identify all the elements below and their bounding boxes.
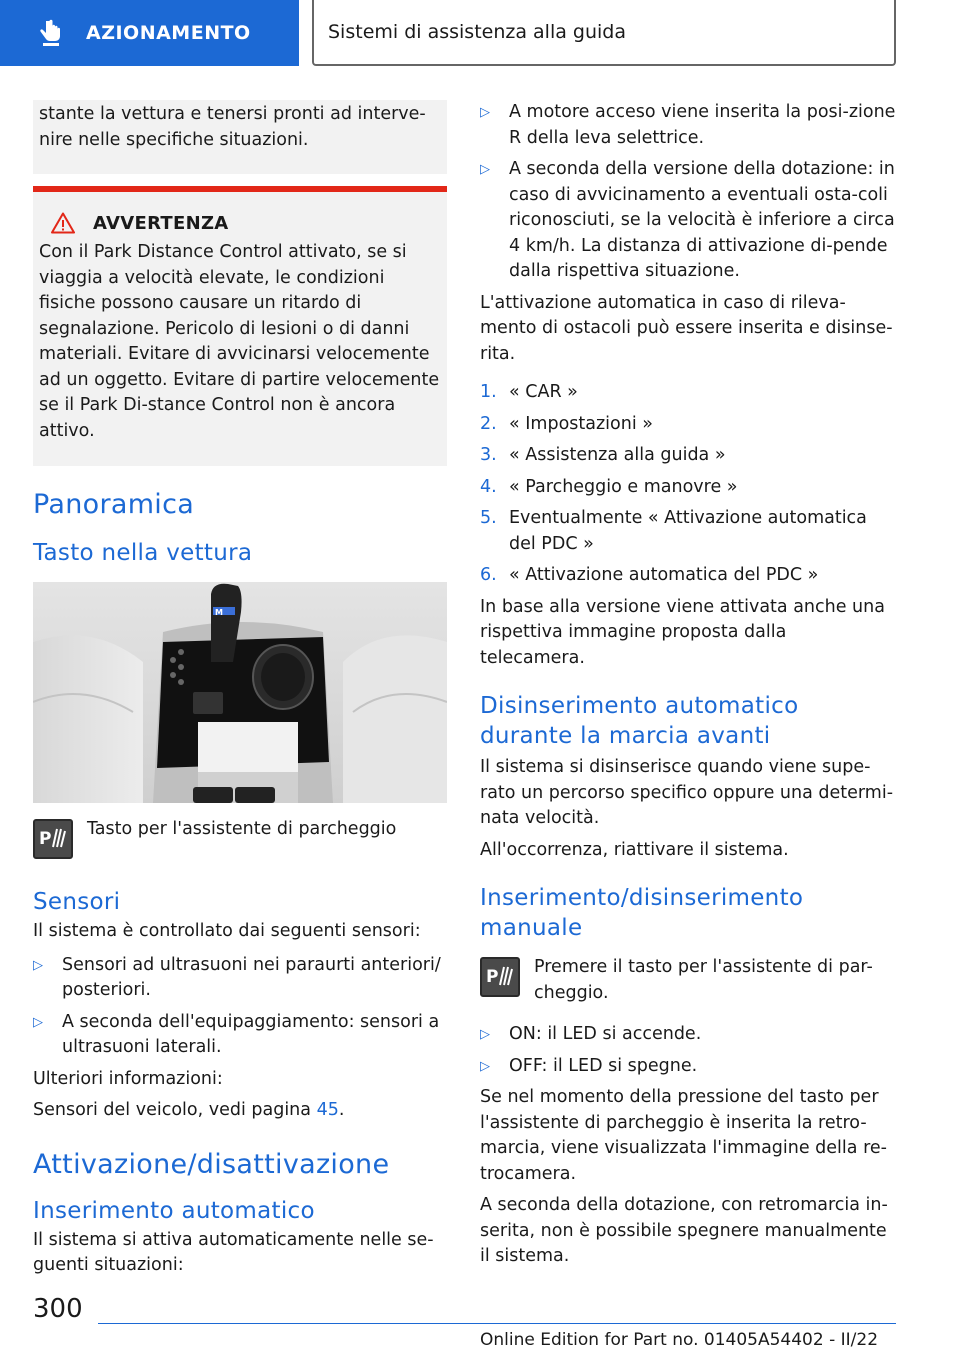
footer-rule — [98, 1323, 896, 1324]
list-item: 3. « Assistenza alla guida » — [480, 445, 726, 465]
menu-path-steps — [480, 380, 896, 589]
list-item: ▷ Sensori ad ultrasuoni nei paraurti anteriori/ posteriori. — [33, 954, 441, 1000]
heading-tasto: Tasto nella vettura — [33, 540, 253, 566]
triangle-bullet-icon: ▷ — [480, 162, 490, 177]
park-assist-key-icon — [480, 957, 520, 997]
park-assist-key-caption: Tasto per l'assistente di parcheggio — [87, 819, 397, 839]
triangle-bullet-icon: ▷ — [480, 105, 490, 120]
warning-text: Con il Park Distance Control attivato, se si viaggia a velocità elevate, le condizioni fisiche possono causare un ritardo di segnalazione. Pericolo di lesioni o di danni materiali. Evitare di avvicinarsi velocemente ad un oggetto. Evitare di partire velocemente se il Park Di-stance Control non è ancora attivo. — [39, 242, 440, 441]
heading-sensori: Sensori — [33, 889, 121, 915]
triangle-bullet-icon: ▷ — [480, 1027, 490, 1042]
disinserimento-text: Il sistema si disinserisce quando viene supe-rato un percorso specifico oppure una determi-nata velocità. — [480, 757, 894, 828]
sensori-intro: Il sistema è controllato dai seguenti sensori: — [33, 921, 421, 941]
heading-panoramica: Panoramica — [33, 489, 195, 520]
list-item: ▷ A motore acceso viene inserita la posi-zione R della leva selettrice. — [480, 102, 896, 148]
svg-text:P: P — [39, 829, 52, 849]
warning-header — [39, 208, 441, 238]
triangle-bullet-icon: ▷ — [33, 957, 43, 973]
edition-text: Online Edition for Part no. 01405A54402 - II/22 — [480, 1330, 879, 1350]
sensor-reference: Sensori del veicolo, vedi pagina 45. — [33, 1100, 345, 1120]
continued-box — [33, 100, 447, 174]
dotazione-text: A seconda della dotazione, con retromarcia in-serita, non è possibile spegnere manualmente il sistema. — [480, 1195, 888, 1266]
auto-activation-text: Il sistema si attiva automaticamente nelle se-guenti situazioni: — [33, 1229, 434, 1275]
auto-activation-list — [480, 100, 896, 285]
riattivare-text: All'occorrenza, riattivare il sistema. — [480, 839, 789, 860]
heading-manuale: Inserimento/disinserimento manuale — [480, 885, 804, 941]
list-item: 5. Eventualmente « Attivazione automatica del PDC » — [480, 508, 867, 554]
steering-hand-icon — [36, 19, 64, 47]
pdc-key-caption-row — [33, 819, 447, 859]
more-info-label: Ulteriori informazioni: — [33, 1068, 223, 1089]
heading-inserimento-automatico: Inserimento automatico — [33, 1197, 315, 1224]
warning-box — [33, 192, 447, 466]
triangle-bullet-icon: ▷ — [33, 1014, 43, 1030]
list-item: ▷ A seconda dell'equipaggiamento: sensori a ultrasuoni laterali. — [33, 1011, 440, 1057]
list-item: 4. « Parcheggio e manovre » — [480, 476, 738, 497]
page-number: 300 — [33, 1294, 83, 1324]
chapter-title: Sistemi di assistenza alla guida — [328, 21, 627, 43]
right-column — [480, 100, 896, 1270]
chapter-header — [312, 0, 896, 66]
svg-text:M: M — [215, 608, 223, 617]
heading-attivazione: Attivazione/disattivazione — [33, 1148, 390, 1180]
manual-key-caption: Premere il tasto per l'assistente di par-cheggio. — [534, 957, 873, 1003]
section-tab — [0, 0, 299, 66]
list-item: ▷ OFF: il LED si spegne. — [480, 1054, 896, 1080]
sensori-list — [33, 953, 447, 1061]
manual-key-row — [480, 957, 896, 1006]
list-item: ▷ ON: il LED si accende. — [480, 1022, 896, 1048]
camera-text: In base alla versione viene attivata anche una rispettiva immagine proposta dalla telecamera. — [480, 596, 885, 668]
heading-disinserimento: Disinserimento automatico durante la marcia avanti — [480, 693, 799, 749]
auto-activation-toggle-text: L'attivazione automatica in caso di rileva-mento di ostacoli può essere inserita e disinse-rita. — [480, 292, 893, 364]
warning-title: AVVERTENZA — [93, 212, 229, 234]
page-link[interactable]: 45 — [316, 1100, 339, 1120]
list-item: 2. « Impostazioni » — [480, 413, 653, 434]
section-tab-label: AZIONAMENTO — [86, 22, 251, 44]
continued-text: stante la vettura e tenersi pronti ad interve- nire nelle specifiche situazioni. — [39, 104, 426, 150]
list-item: 1. « CAR » — [480, 382, 578, 402]
park-assist-key-icon — [33, 819, 73, 859]
console-photo — [33, 582, 447, 803]
svg-text:P: P — [486, 967, 499, 987]
triangle-bullet-icon: ▷ — [480, 1058, 490, 1074]
warning-triangle-icon — [51, 212, 75, 234]
list-item: ▷ A seconda della versione della dotazione: in caso di avvicinamento a eventuali osta-coli riconosciuti, se la velocità è inferiore a circa 4 km/h. La distanza di attivazione di-pende dalla rispettiva situazione. — [480, 159, 895, 281]
manual-list — [480, 1022, 896, 1079]
center-console-image — [33, 582, 447, 803]
retromarcia-text: Se nel momento della pressione del tasto per l'assistente di parcheggio è inserita la retro-marcia, viene visualizzata l'immagine della re-trocamera. — [480, 1087, 887, 1184]
list-item: 6. « Attivazione automatica del PDC » — [480, 565, 819, 585]
left-column — [33, 100, 447, 1279]
